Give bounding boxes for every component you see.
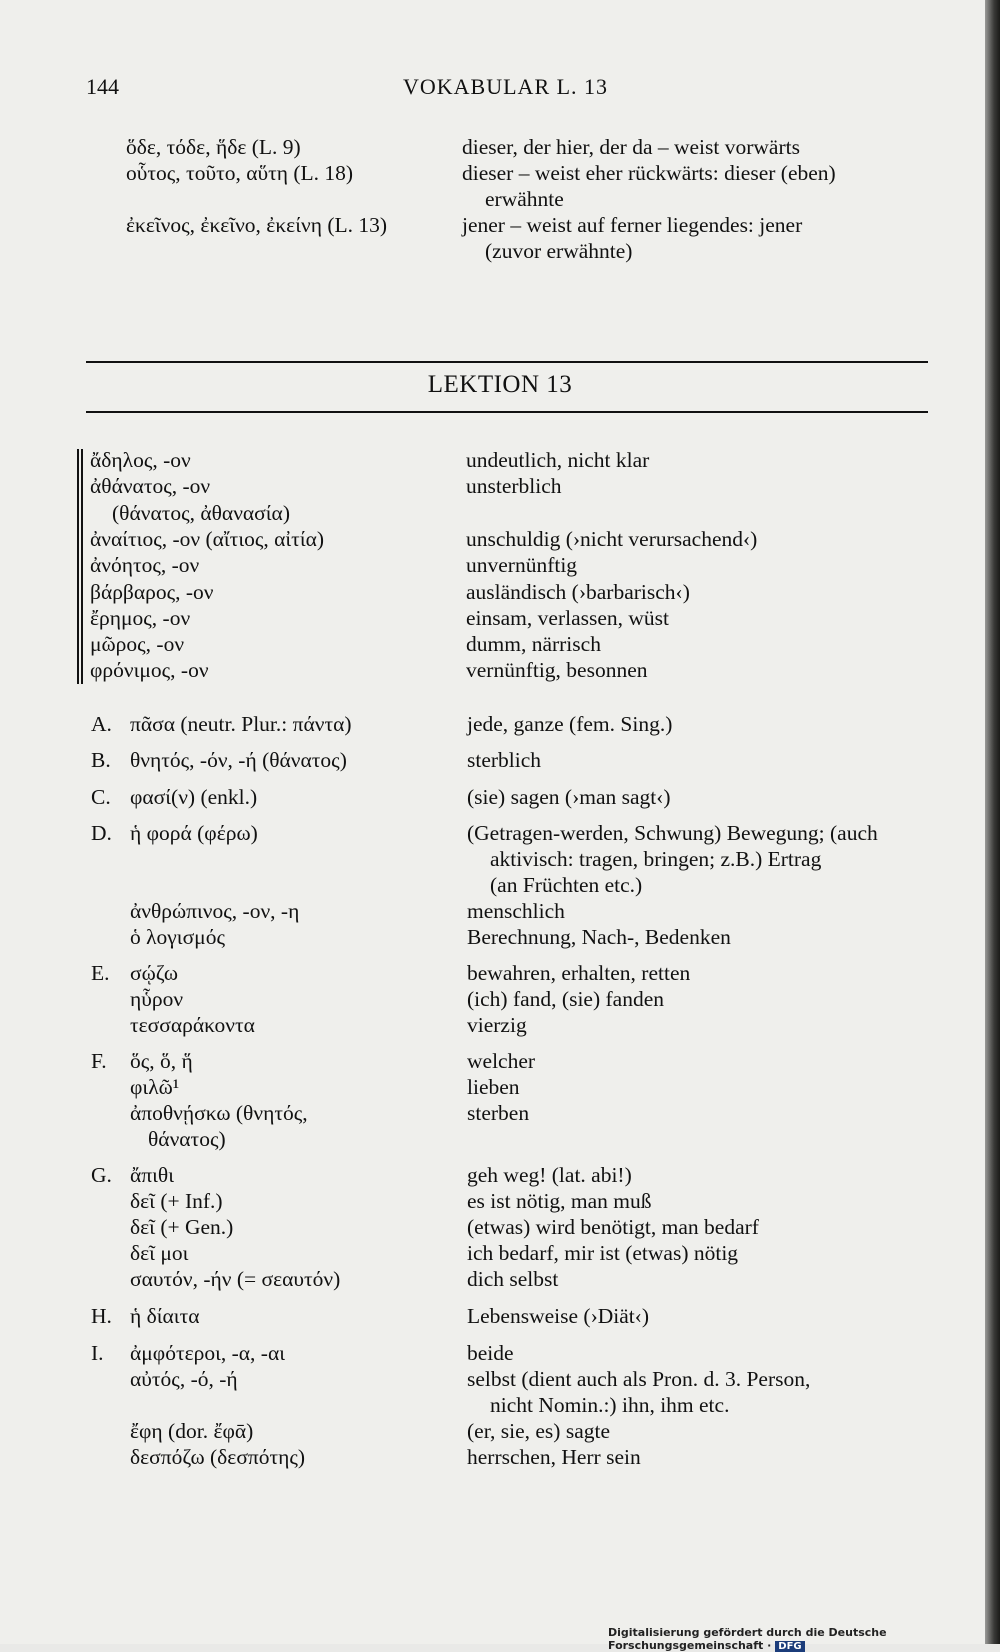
entry-german: dieser, der hier, der da – weist vorwärts <box>462 135 800 159</box>
entry-greek: ἔρημος, -ον <box>90 605 191 630</box>
entry-german: bewahren, erhalten, retten <box>467 961 691 985</box>
entry-german: (er, sie, es) sagte <box>467 1419 611 1443</box>
entry-german-continuation: erwähnte <box>485 187 564 211</box>
entry-german: (etwas) wird benötigt, man bedarf <box>467 1215 759 1239</box>
entry-greek: φιλῶ¹ <box>130 1075 180 1099</box>
entry-greek: θνητός, -όν, -ή (θάνατος) <box>130 748 347 772</box>
entry-german: dumm, närrisch <box>466 632 601 657</box>
margin-bars <box>77 449 83 684</box>
entry-german: beide <box>467 1341 514 1365</box>
entry-greek: ἔφη (dor. ἔφᾱ) <box>130 1419 254 1443</box>
entry-german: dieser – weist eher rückwärts: dieser (eben) <box>462 161 836 185</box>
entry-greek: ἀναίτιος, -ον (αἴτιος, αἰτία) <box>90 526 325 551</box>
entry-german: welcher <box>467 1049 536 1073</box>
entry-german: jener – weist auf ferner liegendes: jener <box>462 213 803 237</box>
entry-german: undeutlich, nicht klar <box>466 448 650 472</box>
section-letter: H. <box>91 1304 112 1328</box>
entry-greek: ἀνθρώπινος, -ον, -η <box>130 899 300 923</box>
entry-german: vernünftig, besonnen <box>466 658 648 683</box>
entry-german: selbst (dient auch als Pron. d. 3. Person, <box>467 1367 811 1391</box>
section-letter: B. <box>91 748 111 772</box>
entry-greek: δεῖ μοι <box>130 1241 189 1265</box>
bottom-rule <box>86 411 928 413</box>
section-letter: E. <box>91 961 110 985</box>
entry-greek: δεῖ (+ Inf.) <box>130 1189 223 1213</box>
entry-greek: οὗτος, τοῦτο, αὕτη (L. 18) <box>126 161 354 185</box>
entry-greek: φρόνιμος, -ον <box>90 658 209 683</box>
entry-german: jede, ganze (fem. Sing.) <box>467 712 673 736</box>
section-letter: C. <box>91 785 111 809</box>
entry-german: herrschen, Herr sein <box>467 1445 641 1469</box>
entry-greek: ηὗρον <box>130 987 184 1011</box>
entry-greek: τεσσαράκοντα <box>130 1013 255 1037</box>
entry-german: Berechnung, Nach-, Bedenken <box>467 925 731 949</box>
page-edge-shadow <box>985 0 1000 1644</box>
section-letter: A. <box>91 712 112 736</box>
entry-greek: δεῖ (+ Gen.) <box>130 1215 234 1239</box>
entry-greek: σῴζω <box>130 961 179 985</box>
entry-german: sterblich <box>467 748 542 772</box>
entry-greek: ἡ δίαιτα <box>130 1304 200 1328</box>
entry-german: ich bedarf, mir ist (etwas) nötig <box>467 1241 739 1265</box>
entry-german-continuation: aktivisch: tragen, bringen; z.B.) Ertrag <box>490 847 822 871</box>
entry-german: sterben <box>467 1101 530 1125</box>
entry-german: (sie) sagen (›man sagt‹) <box>467 785 671 809</box>
entry-german: einsam, verlassen, wüst <box>466 605 670 630</box>
entry-german: unschuldig (›nicht verursachend‹) <box>466 526 758 551</box>
entry-greek: ἡ φορά (φέρω) <box>130 821 258 845</box>
entry-greek: ὅς, ὅ, ἥ <box>130 1049 193 1073</box>
entry-greek: ὁ λογισμός <box>130 925 225 949</box>
entry-greek: ἐκεῖνος, ἐκεῖνο, ἐκείνη (L. 13) <box>126 213 388 237</box>
page-number: 144 <box>86 74 119 99</box>
entry-german: (ich) fand, (sie) fanden <box>467 987 664 1011</box>
entry-greek: (θάνατος, ἀθανασία) <box>112 500 290 525</box>
entry-german: ausländisch (›barbarisch‹) <box>466 579 690 604</box>
entry-greek: ἄπιθι <box>130 1163 174 1187</box>
entry-german-continuation: (an Früchten etc.) <box>490 873 643 897</box>
entry-greek: θάνατος) <box>148 1127 226 1151</box>
section-letter: G. <box>91 1163 112 1187</box>
entry-greek: ἄδηλος, -ον <box>90 448 191 472</box>
section-letter: D. <box>91 821 112 845</box>
entry-german: Lebensweise (›Diät‹) <box>467 1304 650 1328</box>
entry-greek: δεσπόζω (δεσπότης) <box>130 1445 306 1469</box>
entry-greek: σαυτόν, -ήν (= σεαυτόν) <box>130 1267 341 1291</box>
entry-greek: πᾶσα (neutr. Plur.: πάντα) <box>130 712 352 736</box>
entry-greek: ὅδε, τόδε, ἥδε (L. 9) <box>126 135 301 159</box>
entry-german: dich selbst <box>467 1267 559 1291</box>
entry-german: lieben <box>467 1075 520 1099</box>
entry-greek: φασί(ν) (enkl.) <box>130 785 258 809</box>
footer-credit <box>608 1626 1000 1652</box>
entry-german: es ist nötig, man muß <box>467 1189 652 1213</box>
entry-greek: ἀμφότεροι, -α, -αι <box>130 1341 286 1365</box>
entry-german: menschlich <box>467 899 565 923</box>
entry-greek: ἀνόητος, -ον <box>90 553 200 578</box>
section-letter: I. <box>91 1341 104 1365</box>
entry-greek: αὐτός, -ό, -ή <box>130 1367 238 1391</box>
entry-german: geh weg! (lat. abi!) <box>467 1163 632 1187</box>
running-title: VOKABULAR L. 13 <box>403 74 609 99</box>
entry-german: unvernünftig <box>466 553 578 578</box>
entry-greek: ἀθάνατος, -ον <box>90 474 211 499</box>
entry-german-continuation: (zuvor erwähnte) <box>485 239 633 263</box>
footer-text: Digitalisierung gefördert durch die Deutsche Forschungsgemeinschaft · <box>608 1626 887 1652</box>
entry-german-continuation: nicht Nomin.:) ihn, ihm etc. <box>490 1393 730 1417</box>
entry-german: vierzig <box>467 1013 527 1037</box>
entry-greek: μῶρος, -ον <box>90 632 185 657</box>
dfg-logo: DFG <box>775 1641 804 1652</box>
entry-greek: ἀποθνῄσκω (θνητός, <box>130 1101 308 1125</box>
top-rule <box>86 361 928 363</box>
entry-german: (Getragen-werden, Schwung) Bewegung; (auch <box>467 821 878 845</box>
entry-german: unsterblich <box>466 474 562 499</box>
entry-greek: βάρβαρος, -ον <box>90 579 214 604</box>
lektion-title: LEKTION 13 <box>427 371 573 398</box>
section-letter: F. <box>91 1049 107 1073</box>
